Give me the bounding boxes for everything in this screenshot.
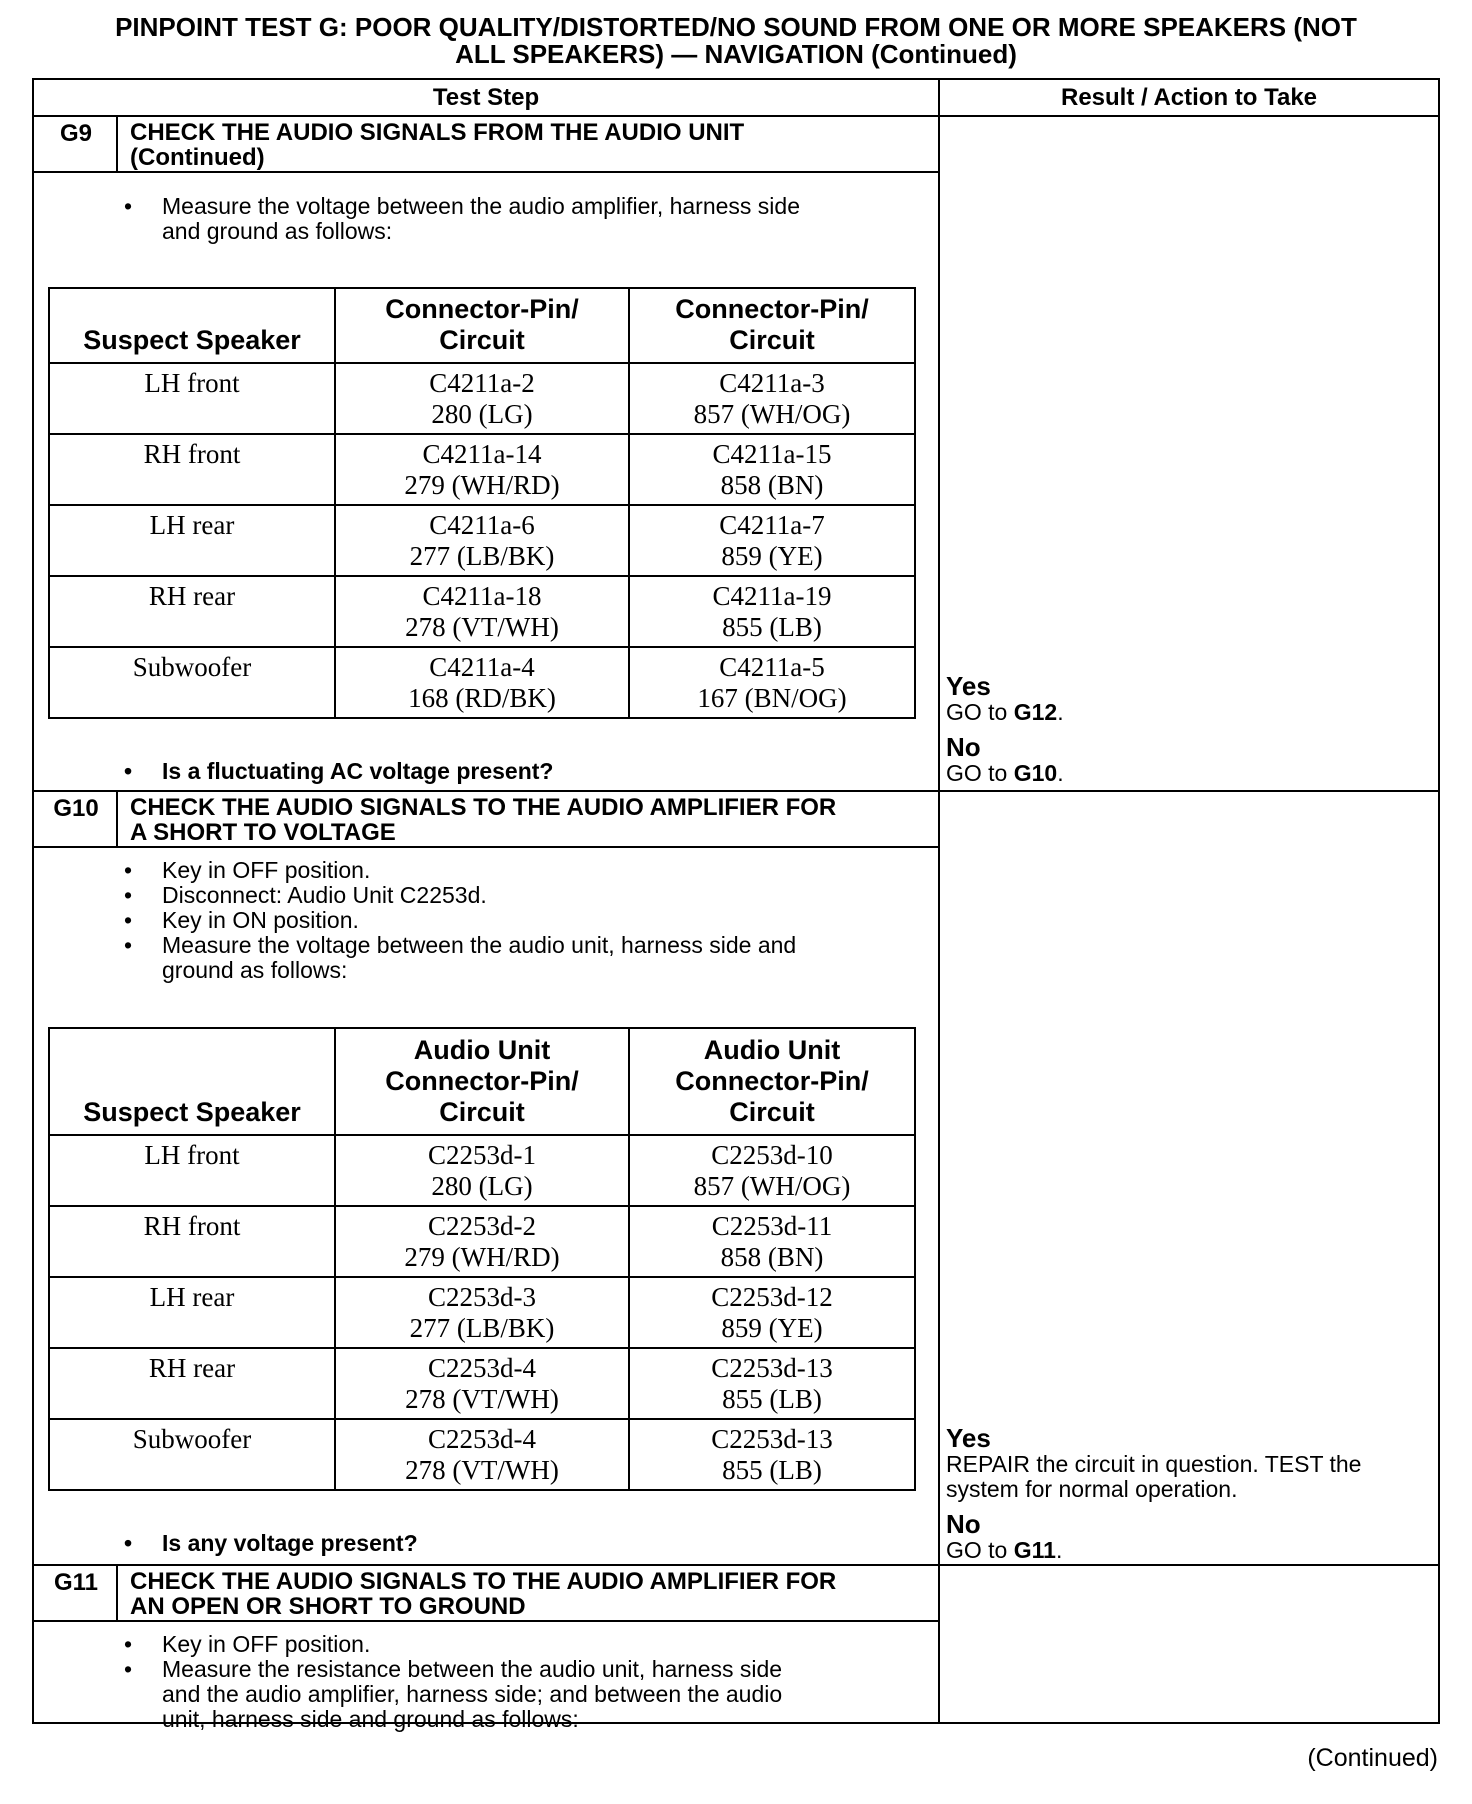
table-row: [49, 576, 915, 647]
page-title: [40, 14, 1432, 68]
instruction-line: and ground as follows:: [162, 218, 393, 244]
step-instructions-g9: [124, 194, 924, 244]
step-title-g9-line-1: CHECK THE AUDIO SIGNALS FROM THE AUDIO UNIT: [130, 119, 745, 146]
table-row: [49, 363, 915, 434]
result-g10: [946, 1424, 1426, 1563]
speaker-cell: LH front: [49, 363, 335, 434]
column-header-audio-unit-b: Audio Unit Connector-Pin/ Circuit: [629, 1028, 915, 1135]
instruction-item: • Disconnect: Audio Unit C2253d.: [124, 883, 924, 908]
pin-circuit-cell: C2253d-4 278 (VT/WH): [335, 1419, 629, 1490]
page-title-line-1: PINPOINT TEST G: POOR QUALITY/DISTORTED/NO SOUND FROM ONE OR MORE SPEAKERS (NOT: [115, 12, 1357, 42]
result-no-action: GO to G10.: [946, 760, 1064, 786]
pin-circuit-cell: C4211a-14 279 (WH/RD): [335, 434, 629, 505]
speaker-cell: LH rear: [49, 505, 335, 576]
pin-circuit-cell: C4211a-6 277 (LB/BK): [335, 505, 629, 576]
instruction-item: • Key in OFF position.: [124, 1632, 924, 1657]
pin-circuit-cell: C2253d-12 859 (YE): [629, 1277, 915, 1348]
goto-step-link: G11: [1013, 1537, 1056, 1563]
speaker-cell: RH rear: [49, 576, 335, 647]
table-row: [49, 647, 915, 718]
pin-circuit-cell: C4211a-3 857 (WH/OG): [629, 363, 915, 434]
step-title-g10-line-2: A SHORT TO VOLTAGE: [130, 819, 396, 846]
pin-circuit-cell: C2253d-1 280 (LG): [335, 1135, 629, 1206]
speaker-cell: Subwoofer: [49, 1419, 335, 1490]
step-title-divider: [34, 846, 938, 848]
instruction-line: and the audio amplifier, harness side; and between the audio: [162, 1681, 783, 1707]
pin-circuit-cell: C4211a-15 858 (BN): [629, 434, 915, 505]
speaker-cell: Subwoofer: [49, 647, 335, 718]
table-row: [49, 1419, 915, 1490]
step-instructions-g10: [124, 858, 924, 983]
pin-circuit-cell: C2253d-13 855 (LB): [629, 1348, 915, 1419]
instruction-item: [124, 194, 924, 244]
instruction-line: • Measure the voltage between the audio amplifier, harness side: [162, 193, 801, 219]
step-title-g11-line-1: CHECK THE AUDIO SIGNALS TO THE AUDIO AMPLIFIER FOR: [130, 1568, 837, 1595]
step-title-g10: [130, 795, 950, 845]
column-header-connector-a: Connector-Pin/ Circuit: [335, 288, 629, 363]
instruction-item: [124, 933, 924, 983]
step-title-g11: [130, 1569, 950, 1619]
speaker-cell: LH front: [49, 1135, 335, 1206]
step-divider: [34, 790, 1438, 792]
step-instructions-g11: [124, 1632, 924, 1732]
result-no-label: No: [946, 1509, 981, 1539]
result-g9: [946, 672, 1426, 786]
step-divider: [34, 1564, 1438, 1566]
pin-circuit-cell: C2253d-3 277 (LB/BK): [335, 1277, 629, 1348]
column-header-suspect-speaker: Suspect Speaker: [49, 288, 335, 363]
step-title-g10-line-1: CHECK THE AUDIO SIGNALS TO THE AUDIO AMPLIFIER FOR: [130, 794, 837, 821]
step-title-g9: [130, 120, 950, 170]
column-header-suspect-speaker: Suspect Speaker: [49, 1028, 335, 1135]
pin-circuit-cell: C4211a-5 167 (BN/OG): [629, 647, 915, 718]
result-yes-label: Yes: [946, 671, 991, 701]
column-header-audio-unit-a: Audio Unit Connector-Pin/ Circuit: [335, 1028, 629, 1135]
pin-circuit-cell: C2253d-13 855 (LB): [629, 1419, 915, 1490]
result-no-action: GO to G11.: [946, 1537, 1063, 1563]
instruction-line: unit, harness side and ground as follows:: [162, 1706, 579, 1732]
result-line: system for normal operation.: [946, 1476, 1238, 1502]
step-title-divider: [34, 1620, 938, 1622]
pin-circuit-cell: C2253d-2 279 (WH/RD): [335, 1206, 629, 1277]
result-line: REPAIR the circuit in question. TEST the: [946, 1451, 1362, 1477]
column-divider: [938, 80, 940, 1722]
result-no-label: No: [946, 732, 981, 762]
step-id-g9: G9: [59, 120, 92, 147]
step-id-g11: G11: [53, 1569, 99, 1596]
pin-circuit-cell: C4211a-7 859 (YE): [629, 505, 915, 576]
continued-note: (Continued): [1307, 1744, 1438, 1772]
step-question-g10: • Is any voltage present?: [124, 1530, 418, 1557]
table-row: [49, 505, 915, 576]
goto-step-link: G10: [1013, 760, 1058, 786]
result-yes-action: GO to G12.: [946, 699, 1064, 725]
pin-circuit-cell: C4211a-18 278 (VT/WH): [335, 576, 629, 647]
table-row: [49, 1277, 915, 1348]
step-question-g9: • Is a fluctuating AC voltage present?: [124, 758, 553, 785]
pin-circuit-cell: C2253d-4 278 (VT/WH): [335, 1348, 629, 1419]
instruction-item: [124, 1657, 924, 1732]
pin-circuit-cell: C2253d-11 858 (BN): [629, 1206, 915, 1277]
pin-circuit-cell: C2253d-10 857 (WH/OG): [629, 1135, 915, 1206]
instruction-line: • Measure the resistance between the audio unit, harness side: [162, 1656, 783, 1682]
pinpoint-test-table: [32, 78, 1440, 1732]
page-title-line-2: ALL SPEAKERS) — NAVIGATION (Continued): [455, 39, 1017, 69]
instruction-line: ground as follows:: [162, 957, 348, 983]
connector-table-g9: [48, 287, 916, 719]
step-title-g11-line-2: AN OPEN OR SHORT TO GROUND: [130, 1593, 526, 1620]
speaker-cell: LH rear: [49, 1277, 335, 1348]
goto-step-link: G12: [1013, 699, 1058, 725]
step-title-divider: [34, 171, 938, 173]
header-result: Result / Action to Take: [1060, 84, 1318, 111]
instruction-item: • Key in ON position.: [124, 908, 924, 933]
instruction-line: • Measure the voltage between the audio unit, harness side and: [162, 932, 797, 958]
table-row: [49, 1348, 915, 1419]
connector-table-g10: [48, 1027, 916, 1491]
pin-circuit-cell: C4211a-19 855 (LB): [629, 576, 915, 647]
header-test-step: Test Step: [432, 84, 540, 111]
speaker-cell: RH front: [49, 434, 335, 505]
table-row: [49, 1135, 915, 1206]
pin-circuit-cell: C4211a-2 280 (LG): [335, 363, 629, 434]
result-yes-action: [946, 1452, 1426, 1502]
column-header-connector-b: Connector-Pin/ Circuit: [629, 288, 915, 363]
table-row: [49, 434, 915, 505]
result-yes-label: Yes: [946, 1423, 991, 1453]
speaker-cell: RH front: [49, 1206, 335, 1277]
speaker-cell: RH rear: [49, 1348, 335, 1419]
step-title-g9-line-2: (Continued): [130, 144, 265, 171]
pin-circuit-cell: C4211a-4 168 (RD/BK): [335, 647, 629, 718]
table-row: [49, 1206, 915, 1277]
step-id-g10: G10: [53, 795, 99, 822]
instruction-item: • Key in OFF position.: [124, 858, 924, 883]
